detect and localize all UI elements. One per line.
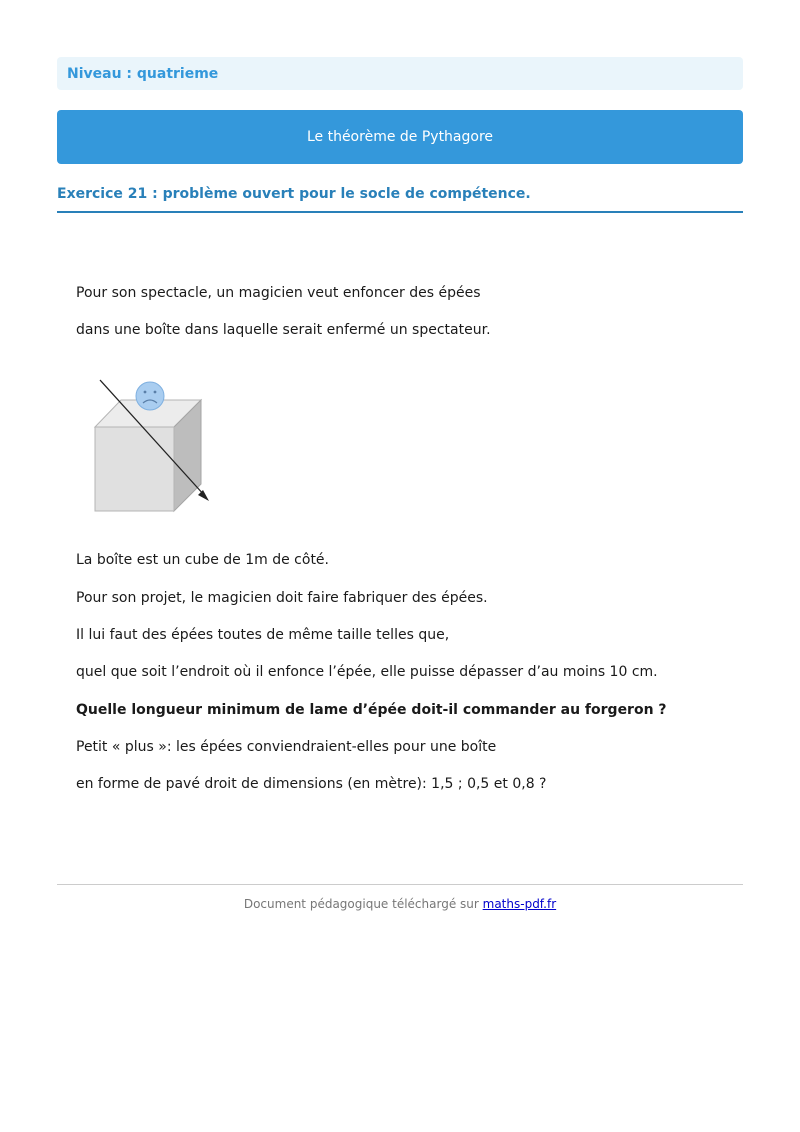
body-line-1: La boîte est un cube de 1m de côté.: [76, 552, 329, 568]
title-banner: [57, 110, 743, 164]
cube-figure: [85, 372, 220, 517]
body-line-4: quel que soit l’endroit où il enfonce l’épée, elle puisse dépasser d’au moins 10 cm.: [76, 664, 658, 680]
level-label: Niveau : quatrieme: [67, 65, 219, 82]
footer: [57, 897, 743, 911]
level-banner: [57, 57, 743, 90]
body-line-2: Pour son projet, le magicien doit faire fabriquer des épées.: [76, 590, 488, 606]
body-line-3: Il lui faut des épées toutes de même taille telles que,: [76, 627, 450, 643]
sad-face-icon: [136, 382, 164, 410]
bonus-line-1: Petit « plus »: les épées conviendraient-elles pour une boîte: [76, 739, 497, 755]
footer-divider: [57, 884, 743, 885]
cube-icon: [95, 400, 201, 511]
page-title: Le théorème de Pythagore: [306, 129, 494, 145]
footer-link[interactable]: maths-pdf.fr: [482, 897, 557, 911]
question-line: Quelle longueur minimum de lame d’épée doit-il commander au forgeron ?: [76, 702, 667, 718]
exercise-heading: Exercice 21 : problème ouvert pour le socle de compétence.: [57, 186, 743, 213]
intro-line-1: Pour son spectacle, un magicien veut enfoncer des épées: [76, 285, 481, 301]
intro-line-2: dans une boîte dans laquelle serait enfermé un spectateur.: [76, 322, 491, 338]
bonus-line-2: en forme de pavé droit de dimensions (en mètre): 1,5 ; 0,5 et 0,8 ?: [76, 776, 547, 792]
footer-text: Document pédagogique téléchargé sur: [243, 897, 483, 911]
